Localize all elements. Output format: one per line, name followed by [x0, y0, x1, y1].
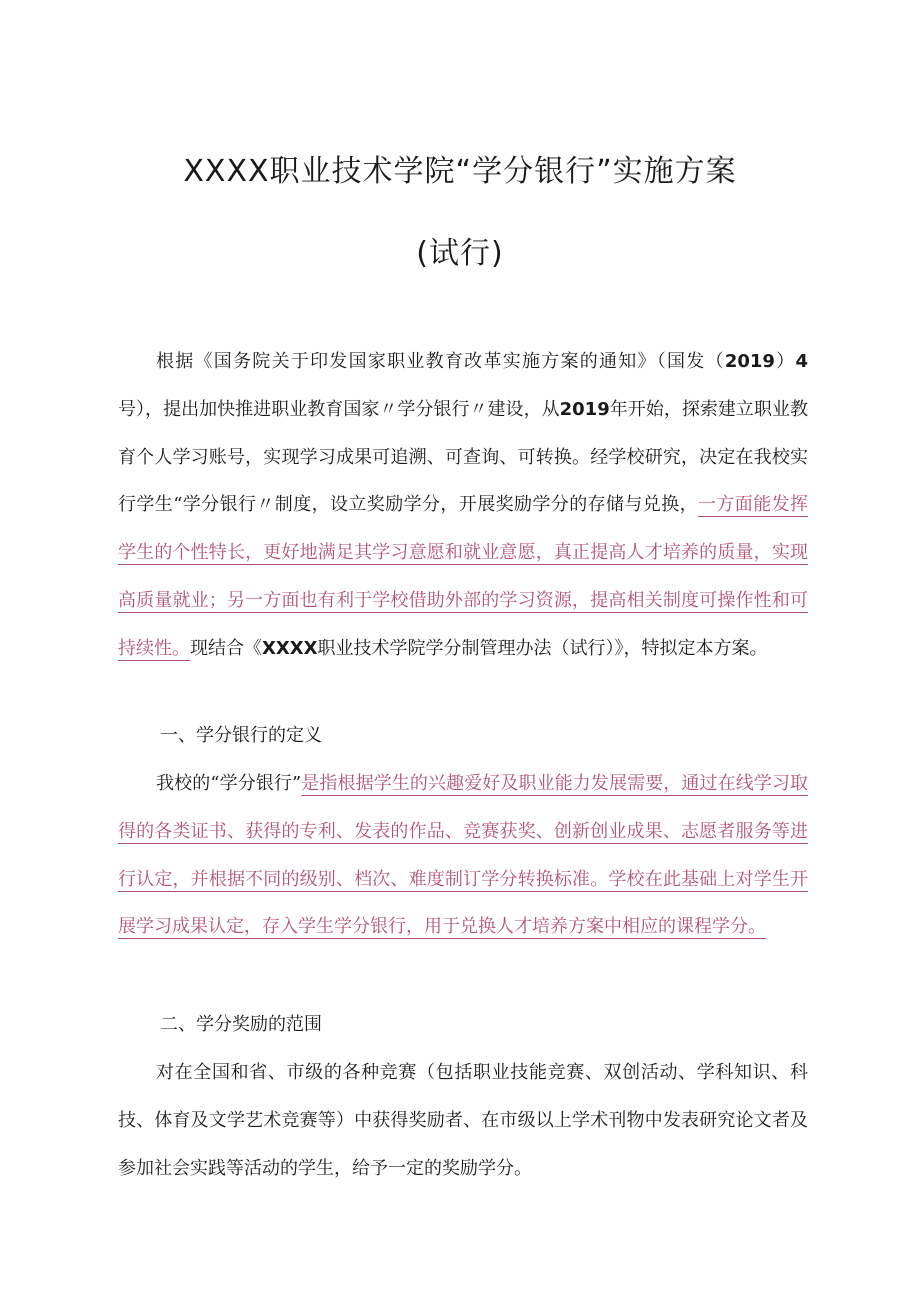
intro-text-4: 年开始，探索建立职业教育个人学习账号，实现学习成果可追溯、可查询、可转换。经学校研究，决定在我校实行学生“学分银行〃制度，设立奖励学分，开展奖励学分的存储与兑换， — [118, 398, 809, 516]
section-heading-2: 二、学分奖励的范围 — [160, 1014, 322, 1035]
definition-text: 我校的“学分银行” — [156, 773, 302, 794]
intro-paragraph — [118, 338, 808, 673]
intro-year-1: 2019 — [724, 351, 775, 372]
intro-text-3: 号），提出加快推进职业教育国家〃学分银行〃建设，从 — [118, 398, 560, 420]
section-heading-1: 一、学分银行的定义 — [160, 725, 322, 746]
document-subtitle: (试行) — [416, 236, 504, 271]
intro-underlined-text: 一方面能发挥学生的个性特长，更好地满足其学习意愿和就业意愿，真正提高人才培养的质量，实现高质量就业；另一方面也有利于学校借助外部的学习资源，提高相关制度可操作性和可持续性。 — [118, 494, 808, 659]
scope-paragraph: 对在全国和省、市级的各种竞赛（包括职业技能竞赛、双创活动、学科知识、科技、体育及文学艺术竞赛等）中获得奖励者、在市级以上学术刊物中发表研究论文者及参加社会实践等活动的学生，给予一定的奖励学分。 — [118, 1062, 808, 1179]
intro-school-name: XXXX — [262, 637, 318, 659]
document-title: XXXX职业技术学院“学分银行”实施方案 — [183, 154, 737, 189]
intro-year-2: 2019 — [559, 398, 610, 420]
intro-text-1: 根据《国务院关于印发国家职业教育改革实施方案的通知》（国发（ — [156, 351, 725, 372]
intro-text-2: ） — [774, 351, 796, 372]
definition-paragraph — [118, 760, 808, 951]
intro-text-6: 职业技术学院学分制管理办法（试行）》，特拟定本方案。 — [317, 637, 768, 659]
intro-text-5: 现结合《 — [190, 637, 262, 659]
intro-number: 4 — [795, 351, 809, 372]
definition-underlined-text: 是指根据学生的兴趣爱好及职业能力发展需要，通过在线学习取得的各类证书、获得的专利、发表的作品、竞赛获奖、创新创业成果、志愿者服务等进行认定，并根据不同的级别、档次、难度制订学分转换标准。学校在此基础上对学生开展学习成果认定，存入学生学分银行，用于兑换人才培养方案中相应的课程学分。 — [118, 773, 808, 938]
